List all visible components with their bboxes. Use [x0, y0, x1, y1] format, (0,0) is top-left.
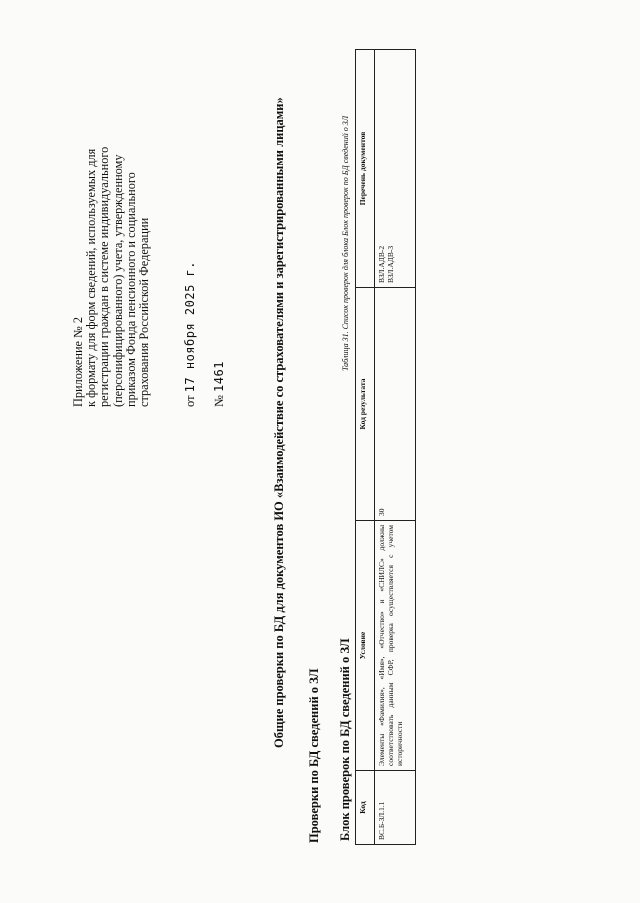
cell-documents	[375, 50, 416, 288]
appendix-line: страхования Российской Федерации	[137, 217, 152, 407]
header-documents: Перечень документов	[356, 50, 375, 288]
table-header-row	[356, 50, 375, 845]
order-number-prefix: №	[212, 395, 226, 407]
block-heading: Блок проверок по БД сведений о ЗЛ	[338, 638, 352, 841]
cell-condition: Элементы «Фамилия», «Имя», «Отчество» и «СНИЛС» должны соответствовать данным СФР, проверка осуществляется с учетом историчности	[375, 521, 416, 771]
section-heading: Проверки по БД сведений о ЗЛ	[307, 668, 321, 843]
appendix-header	[72, 0, 151, 407]
appendix-line: (персонифицированного) учета, утвержденному	[110, 154, 125, 407]
order-number	[212, 361, 227, 407]
appendix-title: Приложение № 2	[71, 316, 85, 407]
document-item: ВЗЛ.АДВ-3	[386, 245, 395, 283]
appendix-line: регистрации граждан в системе индивидуального	[97, 146, 112, 407]
header-condition: Условие	[356, 521, 375, 771]
cell-result-code: 30	[375, 288, 416, 521]
order-number-value: 1461	[212, 361, 226, 392]
header-result-code: Код результата	[356, 288, 375, 521]
document-item: ВЗЛ.АДВ-2	[377, 245, 386, 283]
checks-table	[355, 49, 416, 845]
order-date	[183, 261, 198, 407]
document-title: Общие проверки по БД для документов ИО «Взаимодействие со страхователями и зарегистрированными лицами»	[272, 97, 286, 748]
header-code: Код	[356, 771, 375, 845]
order-date-value: 17 ноября 2025 г.	[183, 260, 197, 393]
appendix-line: приказом Фонда пенсионного и социального	[123, 172, 138, 407]
appendix-line: к формату для форм сведений, используемых для	[84, 148, 99, 407]
table-caption: Таблица 31. Список проверок для блока Блок проверок по БД сведений о ЗЛ	[341, 115, 350, 371]
cell-code: ВС.Б-ЗЛ.1.1	[375, 771, 416, 845]
table-row	[375, 50, 416, 845]
order-date-prefix: от	[183, 395, 197, 407]
